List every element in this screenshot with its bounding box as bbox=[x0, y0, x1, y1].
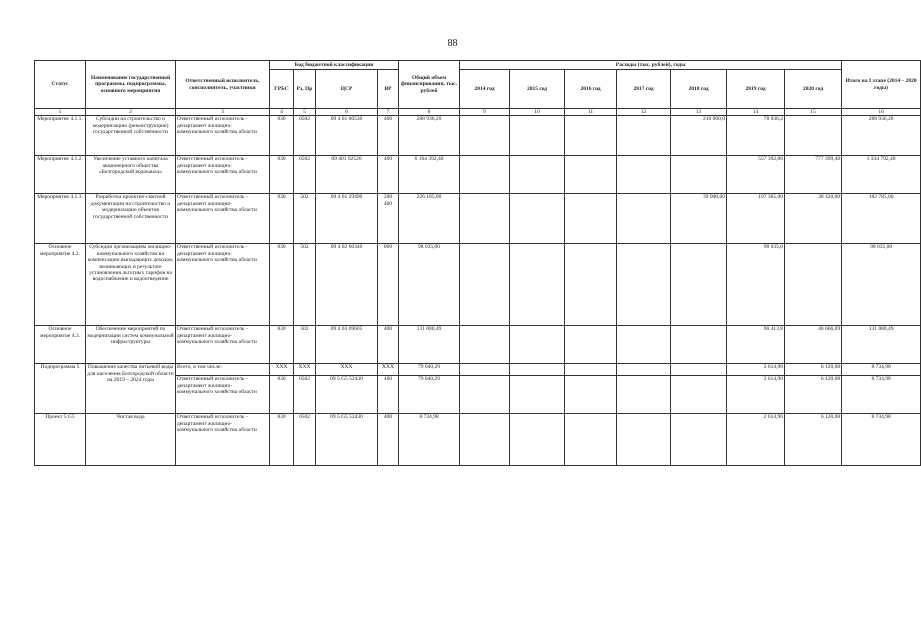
col-number: 6 bbox=[316, 109, 378, 116]
table-row bbox=[35, 116, 921, 156]
col-number: 1 bbox=[35, 109, 86, 116]
row-status: Мероприятие 4.1.3. bbox=[35, 194, 86, 244]
header-rzpr: Рз, Пр bbox=[294, 70, 316, 109]
row-2014 bbox=[460, 194, 510, 244]
row-rzpr: 502 bbox=[294, 326, 316, 364]
row-2020: 40 666,69 bbox=[785, 326, 842, 364]
row-2015 bbox=[510, 326, 565, 364]
row-executor: Ответственный исполнитель - департамент жилищно-коммунального хозяйства области bbox=[176, 194, 270, 244]
row-2019: 2 614,90 bbox=[727, 414, 785, 466]
col-number: 3 bbox=[176, 109, 270, 116]
row-name: Обеспечение мероприятий по модернизации систем коммунальной инфраструктуры bbox=[86, 326, 176, 364]
col-number: 16 bbox=[842, 109, 921, 116]
row-stage-total: 8 734,98 bbox=[842, 364, 921, 376]
row-total: 288 936,20 bbox=[399, 116, 460, 156]
col-number: 9 bbox=[460, 109, 510, 116]
row-total: 6 164 392,40 bbox=[399, 156, 460, 194]
table-row bbox=[35, 156, 921, 194]
row-csr: XXX bbox=[316, 364, 378, 376]
row-2018: 210 000,0 bbox=[671, 116, 727, 156]
header-year-2016: 2016 год bbox=[565, 70, 617, 109]
row-name: Субсидии на строительство и модернизацию (реконструкцию) государственной собственности bbox=[86, 116, 176, 156]
row-executor: Ответственный исполнитель - департамент жилищно-коммунального хозяйства области bbox=[176, 116, 270, 156]
col-number: 5 bbox=[294, 109, 316, 116]
header-program-name: Наименование государственной программы, подпрограммы, основного мероприятия bbox=[86, 61, 176, 109]
row-2015 bbox=[510, 364, 565, 376]
row-name: Чистая вода bbox=[86, 414, 176, 466]
row-status: Мероприятие 4.1.1. bbox=[35, 116, 86, 156]
row-2014 bbox=[460, 376, 510, 414]
row-executor: Ответственный исполнитель - департамент жилищно-коммунального хозяйства области bbox=[176, 244, 270, 326]
row-csr: 09 4 02 60340 bbox=[316, 244, 378, 326]
row-2018 bbox=[671, 376, 727, 414]
col-number: 14 bbox=[727, 109, 785, 116]
row-2020: 6 120,08 bbox=[785, 364, 842, 376]
row-2020 bbox=[785, 244, 842, 326]
table-row bbox=[35, 326, 921, 364]
row-2020: 38 420,00 bbox=[785, 194, 842, 244]
row-2019: 2 614,90 bbox=[727, 364, 785, 376]
row-status: Подпрограмма 5 bbox=[35, 364, 86, 414]
row-2017 bbox=[617, 244, 671, 326]
row-2020 bbox=[785, 116, 842, 156]
row-vr: XXX bbox=[378, 364, 399, 376]
row-vr: 400 bbox=[378, 326, 399, 364]
row-name: Субсидии организациям жилищно-коммунального хозяйства на компенсацию выпадающих доходов, возникающих в результате установления льготных тарифов на водоснабжение и водоотведение bbox=[86, 244, 176, 326]
row-stage-total: 182 785,00 bbox=[842, 194, 921, 244]
column-number-row bbox=[35, 109, 921, 116]
row-grbs: 830 bbox=[270, 376, 294, 414]
row-name: Повышение качества питьевой воды для населения Белгородской области на 2019 – 2024 годы bbox=[86, 364, 176, 414]
row-rzpr: 0502 bbox=[294, 156, 316, 194]
table-row bbox=[35, 364, 921, 376]
row-executor: Ответственный исполнитель - департамент жилищно-коммунального хозяйства области bbox=[176, 326, 270, 364]
row-2016 bbox=[565, 376, 617, 414]
col-number: 13 bbox=[671, 109, 727, 116]
row-executor: Ответственный исполнитель - департамент жилищно-коммунального хозяйства области bbox=[176, 156, 270, 194]
header-year-2019: 2019 год bbox=[727, 70, 785, 109]
header-year-2020: 2020 год bbox=[785, 70, 842, 109]
row-2018 bbox=[671, 244, 727, 326]
row-2014 bbox=[460, 326, 510, 364]
row-2015 bbox=[510, 156, 565, 194]
row-2017 bbox=[617, 116, 671, 156]
row-2017 bbox=[617, 364, 671, 376]
table-row bbox=[35, 244, 921, 326]
row-csr: 09 401 92520 bbox=[316, 156, 378, 194]
row-rzpr: XXX bbox=[294, 364, 316, 376]
row-grbs: 830 bbox=[270, 244, 294, 326]
row-2020: 777 399,40 bbox=[785, 156, 842, 194]
header-status: Статус bbox=[35, 61, 86, 109]
row-total: 79 040,29 bbox=[399, 364, 460, 376]
row-2017 bbox=[617, 376, 671, 414]
row-vr: 400 bbox=[378, 376, 399, 414]
row-csr: 09 5 G5 52430 bbox=[316, 414, 378, 466]
row-2017 bbox=[617, 414, 671, 466]
col-number: 2 bbox=[86, 109, 176, 116]
row-csr: 09 5 G5 52430 bbox=[316, 376, 378, 414]
row-rzpr: 502 bbox=[294, 244, 316, 326]
row-executor: Ответственный исполнитель - департамент жилищно-коммунального хозяйства области bbox=[176, 414, 270, 466]
header-year-2018: 2018 год bbox=[671, 70, 727, 109]
row-vr: 400 bbox=[378, 116, 399, 156]
table-row bbox=[35, 194, 921, 244]
row-2018 bbox=[671, 326, 727, 364]
row-grbs: 830 bbox=[270, 116, 294, 156]
row-2018 bbox=[671, 156, 727, 194]
table-row bbox=[35, 414, 921, 466]
header-grbs: ГРБС bbox=[270, 70, 294, 109]
row-total: 226 185,00 bbox=[399, 194, 460, 244]
header-vr: ВР bbox=[378, 70, 399, 109]
row-2020: 6 120,08 bbox=[785, 414, 842, 466]
row-grbs: 830 bbox=[270, 326, 294, 364]
row-2018 bbox=[671, 414, 727, 466]
row-2015 bbox=[510, 414, 565, 466]
row-name: Разработка проектно-сметной документации на строительство и модернизацию объектов государственной собственности bbox=[86, 194, 176, 244]
col-number: 4 bbox=[270, 109, 294, 116]
header-expenses: Расходы (тыс. рублей), годы bbox=[460, 61, 842, 70]
row-vr: 800 bbox=[378, 244, 399, 326]
row-2015 bbox=[510, 376, 565, 414]
row-grbs: XXX bbox=[270, 364, 294, 376]
col-number: 8 bbox=[399, 109, 460, 116]
header-csr: ЦСР bbox=[316, 70, 378, 109]
row-2016 bbox=[565, 326, 617, 364]
row-2016 bbox=[565, 156, 617, 194]
row-2018 bbox=[671, 364, 727, 376]
col-number: 12 bbox=[617, 109, 671, 116]
header-row-1 bbox=[35, 61, 921, 70]
header-year-2015: 2015 год bbox=[510, 70, 565, 109]
row-2014 bbox=[460, 244, 510, 326]
row-executor: Всего, в том числе: bbox=[176, 364, 270, 376]
col-number: 10 bbox=[510, 109, 565, 116]
header-total: Общий объем финансирования, тыс. рублей bbox=[399, 61, 460, 109]
row-2016 bbox=[565, 194, 617, 244]
row-vr: 400 bbox=[378, 414, 399, 466]
header-stage-total: Итого на I этапе (2014 – 2020 годы) bbox=[842, 61, 921, 109]
row-2019: 107 365,00 bbox=[727, 194, 785, 244]
row-2018: 39 000,00 bbox=[671, 194, 727, 244]
row-2014 bbox=[460, 364, 510, 376]
row-2015 bbox=[510, 116, 565, 156]
row-2019: 98 035,0 bbox=[727, 244, 785, 326]
row-2017 bbox=[617, 194, 671, 244]
row-2016 bbox=[565, 414, 617, 466]
row-stage-total: 8 734,98 bbox=[842, 414, 921, 466]
row-2019: 557 392,00 bbox=[727, 156, 785, 194]
row-stage-total: 8 734,98 bbox=[842, 376, 921, 414]
row-csr: 09 4 01 29490 bbox=[316, 194, 378, 244]
row-rzpr: 0502 bbox=[294, 376, 316, 414]
row-csr: 09 4 03 09605 bbox=[316, 326, 378, 364]
header-executor: Ответственный исполнитель, соисполнитель, участники bbox=[176, 61, 270, 109]
row-total: 131 080,49 bbox=[399, 326, 460, 364]
row-2014 bbox=[460, 414, 510, 466]
col-number: 11 bbox=[565, 109, 617, 116]
row-2020: 6 120,08 bbox=[785, 376, 842, 414]
row-status: Основное мероприятие 4.3. bbox=[35, 326, 86, 364]
row-2017 bbox=[617, 156, 671, 194]
row-stage-total: 1 334 792,40 bbox=[842, 156, 921, 194]
page-number: 88 bbox=[447, 38, 458, 49]
row-csr: 09 4 01 60530 bbox=[316, 116, 378, 156]
header-year-2014: 2014 год bbox=[460, 70, 510, 109]
row-2019: 90 413,8 bbox=[727, 326, 785, 364]
header-budget-code: Код бюджетной классификации bbox=[270, 61, 399, 70]
row-rzpr: 0502 bbox=[294, 116, 316, 156]
row-2014 bbox=[460, 156, 510, 194]
row-total: 98 035,00 bbox=[399, 244, 460, 326]
col-number: 7 bbox=[378, 109, 399, 116]
row-2017 bbox=[617, 326, 671, 364]
row-vr: 200 400 bbox=[378, 194, 399, 244]
row-2016 bbox=[565, 244, 617, 326]
row-rzpr: 0502 bbox=[294, 414, 316, 466]
row-status: Основное мероприятие 4.2. bbox=[35, 244, 86, 326]
row-2016 bbox=[565, 116, 617, 156]
row-name: Увеличение уставного капитала акционерного общества «Белгородский водоканал» bbox=[86, 156, 176, 194]
col-number: 15 bbox=[785, 109, 842, 116]
row-2014 bbox=[460, 116, 510, 156]
row-stage-total: 98 035,00 bbox=[842, 244, 921, 326]
row-2016 bbox=[565, 364, 617, 376]
row-2015 bbox=[510, 244, 565, 326]
row-status: Мероприятие 4.1.2. bbox=[35, 156, 86, 194]
row-2019: 2 614,90 bbox=[727, 376, 785, 414]
row-grbs: 830 bbox=[270, 156, 294, 194]
row-2019: 78 936,2 bbox=[727, 116, 785, 156]
budget-table bbox=[34, 60, 921, 466]
row-rzpr: 502 bbox=[294, 194, 316, 244]
row-stage-total: 288 936,20 bbox=[842, 116, 921, 156]
row-grbs: 830 bbox=[270, 194, 294, 244]
row-executor: Ответственный исполнитель - департамент жилищно-коммунального хозяйства области bbox=[176, 376, 270, 414]
row-total: 8 734,98 bbox=[399, 414, 460, 466]
row-grbs: 830 bbox=[270, 414, 294, 466]
row-2015 bbox=[510, 194, 565, 244]
row-vr: 400 bbox=[378, 156, 399, 194]
row-status: Проект 5 G5 bbox=[35, 414, 86, 466]
header-year-2017: 2017 год bbox=[617, 70, 671, 109]
row-stage-total: 131 080,49 bbox=[842, 326, 921, 364]
row-total: 79 040,29 bbox=[399, 376, 460, 414]
